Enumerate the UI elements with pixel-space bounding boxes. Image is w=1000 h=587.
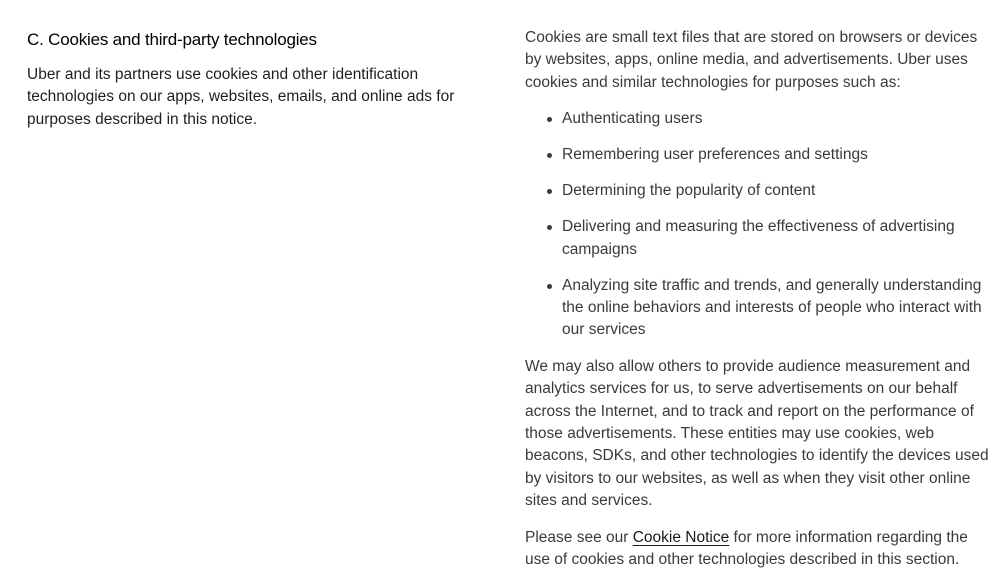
third-party-paragraph: We may also allow others to provide audience measurement and analytics services for us, to serve advertisements on our behalf across the Internet, and to track and report on the performance of those advertisements. These entities may use cookies, web beacons, SDKs, and other technologies to identify the devices used by visitors to our websites, as well as when they visit other online sites and services. [525,357,989,510]
list-item-text: Analyzing site traffic and trends, and generally understanding the online behaviors and interests of people who interact with our services [562,276,982,339]
list-item [562,144,991,166]
list-item [562,180,991,202]
bullet-icon [547,225,552,230]
list-item-text: Delivering and measuring the effectiveness of advertising campaigns [562,218,955,258]
cookie-purposes-list [525,108,991,342]
cookie-notice-suffix: for more information regarding the use of cookies and other technologies described in this section. [525,528,968,569]
cookie-notice-prefix: Please see our [525,528,633,546]
bullet-icon [547,153,552,158]
list-item [562,216,991,261]
cookies-intro: Cookies are small text files that are stored on browsers or devices by websites, apps, online media, and advertisements. Uber uses cookies and similar technologies for purposes such as: [525,29,978,91]
left-column [27,28,467,131]
bullet-icon [547,284,552,289]
cookie-notice-paragraph [525,527,991,572]
list-item [562,275,991,342]
list-item-text: Remembering user preferences and settings [562,146,868,164]
section-intro: Uber and its partners use cookies and other identification technologies on our apps, websites, emails, and online ads for purposes described in this notice. [27,66,455,128]
list-item [562,108,991,130]
bullet-icon [547,117,552,122]
cookie-notice-link[interactable]: Cookie Notice [632,528,730,546]
bullet-icon [547,189,552,194]
right-column [525,27,991,572]
list-item-text: Authenticating users [562,110,703,128]
section-title: C. Cookies and third-party technologies [27,30,317,49]
list-item-text: Determining the popularity of content [562,182,816,200]
